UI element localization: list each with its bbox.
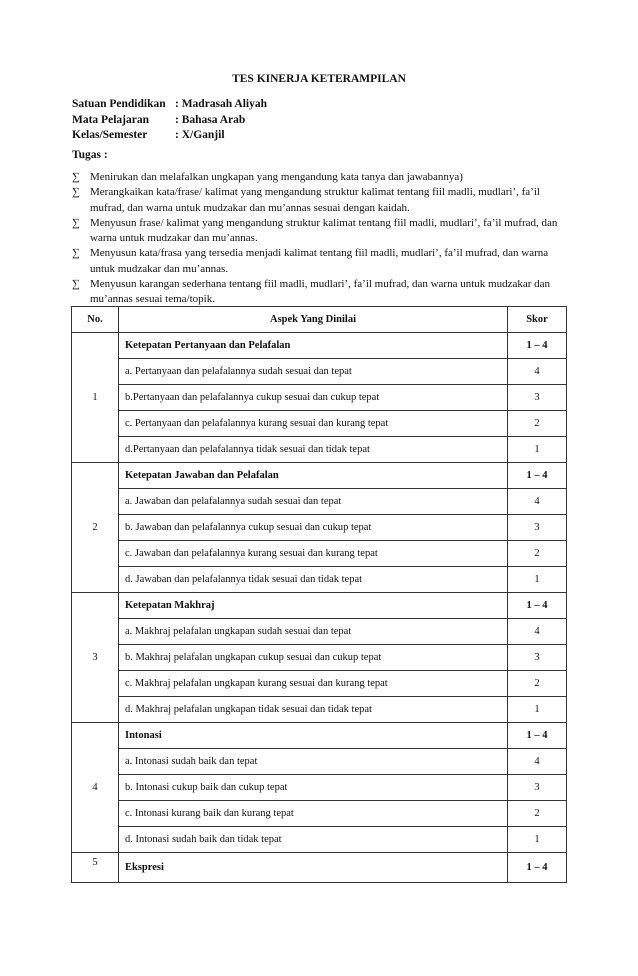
criterion-row xyxy=(72,489,567,515)
meta-row-satuan xyxy=(72,97,267,113)
criterion-score: 4 xyxy=(508,489,567,515)
aspect-row xyxy=(72,723,567,749)
aspect-row xyxy=(72,463,567,489)
task-item xyxy=(72,185,572,216)
sigma-bullet-icon: ∑ xyxy=(72,186,80,199)
criterion-score: 1 xyxy=(508,437,567,463)
task-text: Merangkaikan kata/frase/ kalimat yang mengandung struktur kalimat tentang fiil madli, mudlari’, fa’il mufrad, dan warna untuk mudzakar dan mu’annas sesuai dengan kaidah. xyxy=(90,186,540,214)
meta-label: Mata Pelajaran xyxy=(72,113,149,126)
task-item xyxy=(72,277,572,308)
meta-value: : X/Ganjil xyxy=(175,129,225,141)
criterion-text: d. Intonasi sudah baik dan tidak tepat xyxy=(119,827,508,853)
criterion-row xyxy=(72,437,567,463)
meta-label: Kelas/Semester xyxy=(72,129,148,141)
tasks-heading: Tugas : xyxy=(72,149,108,161)
criterion-row xyxy=(72,827,567,853)
criterion-text: d. Jawaban dan pelafalannya tidak sesuai dan tidak tepat xyxy=(119,567,508,593)
meta-value: : Madrasah Aliyah xyxy=(175,98,268,110)
meta-label: Satuan Pendidikan xyxy=(72,98,166,110)
criterion-score: 2 xyxy=(508,801,567,827)
criterion-text: b.Pertanyaan dan pelafalannya cukup sesuai dan cukup tepat xyxy=(119,385,508,411)
criterion-row xyxy=(72,801,567,827)
aspect-number: 2 xyxy=(72,463,119,593)
task-item xyxy=(72,246,572,277)
aspect-title: Ketepatan Jawaban dan Pelafalan xyxy=(119,463,508,489)
aspect-number: 4 xyxy=(72,723,119,853)
aspect-number: 3 xyxy=(72,593,119,723)
criterion-row xyxy=(72,359,567,385)
aspect-number: 1 xyxy=(72,333,119,463)
aspect-range: 1 – 4 xyxy=(508,853,567,883)
criterion-text: a. Pertanyaan dan pelafalannya sudah sesuai dan tepat xyxy=(119,359,508,385)
criterion-text: b. Intonasi cukup baik dan cukup tepat xyxy=(119,775,508,801)
header-aspek: Aspek Yang Dinilai xyxy=(119,307,508,333)
criterion-score: 1 xyxy=(508,697,567,723)
aspect-row xyxy=(72,853,567,883)
aspect-row xyxy=(72,333,567,359)
criterion-score: 1 xyxy=(508,567,567,593)
aspect-range: 1 – 4 xyxy=(508,333,567,359)
criterion-score: 1 xyxy=(508,827,567,853)
aspect-title: Ketepatan Makhraj xyxy=(119,593,508,619)
criterion-row xyxy=(72,567,567,593)
criterion-row xyxy=(72,619,567,645)
aspect-title: Ketepatan Pertanyaan dan Pelafalan xyxy=(119,333,508,359)
criterion-row xyxy=(72,749,567,775)
criterion-row xyxy=(72,515,567,541)
criterion-text: a. Jawaban dan pelafalannya sudah sesuai dan tepat xyxy=(119,489,508,515)
metadata-block xyxy=(72,97,267,144)
task-item xyxy=(72,170,572,185)
document-title: TES KINERJA KETERAMPILAN xyxy=(232,73,406,85)
header-skor: Skor xyxy=(508,307,567,333)
sigma-bullet-icon: ∑ xyxy=(72,171,80,183)
criterion-text: b. Jawaban dan pelafalannya cukup sesuai dan cukup tepat xyxy=(119,515,508,541)
criterion-text: c. Makhraj pelafalan ungkapan kurang sesuai dan kurang tepat xyxy=(119,671,508,697)
criterion-text: d.Pertanyaan dan pelafalannya tidak sesuai dan tidak tepat xyxy=(119,437,508,463)
aspect-row xyxy=(72,593,567,619)
aspect-range: 1 – 4 xyxy=(508,463,567,489)
criterion-score: 3 xyxy=(508,385,567,411)
criterion-score: 4 xyxy=(508,749,567,775)
task-text: Menyusun kata/frasa yang tersedia menjadi kalimat tentang fiil madli, mudlari’, fa’il mufrad, dan warna untuk mudzakar dan mu’annas. xyxy=(90,247,549,275)
criterion-row xyxy=(72,385,567,411)
criterion-row xyxy=(72,645,567,671)
criterion-score: 2 xyxy=(508,671,567,697)
rubric-table xyxy=(71,306,567,883)
criterion-text: d. Makhraj pelafalan ungkapan tidak sesuai dan tidak tepat xyxy=(119,697,508,723)
sigma-bullet-icon: ∑ xyxy=(72,216,80,229)
task-text: Menyusun frase/ kalimat yang mengandung struktur kalimat tentang fiil madli, mudlari’, fa’il mufrad, dan warna untuk mudzakar dan mu’annas. xyxy=(90,216,558,245)
header-no: No. xyxy=(72,307,119,333)
criterion-score: 2 xyxy=(508,411,567,437)
criterion-score: 4 xyxy=(508,359,567,385)
criterion-score: 4 xyxy=(508,619,567,645)
meta-row-kelas xyxy=(72,128,267,144)
criterion-text: c. Pertanyaan dan pelafalannya kurang sesuai dan kurang tepat xyxy=(119,411,508,437)
criterion-row xyxy=(72,671,567,697)
criterion-score: 3 xyxy=(508,775,567,801)
criterion-text: a. Intonasi sudah baik dan tepat xyxy=(119,749,508,775)
criterion-text: b. Makhraj pelafalan ungkapan cukup sesuai dan cukup tepat xyxy=(119,645,508,671)
criterion-text: c. Jawaban dan pelafalannya kurang sesuai dan kurang tepat xyxy=(119,541,508,567)
aspect-number: 5 xyxy=(72,853,119,883)
task-text: Menyusun karangan sederhana tentang fiil madli, mudlari’, fa’il mufrad, dan warna untuk mudzakar dan mu’annas sesuai tema/topik. xyxy=(90,278,551,306)
table-header-row xyxy=(72,307,567,333)
criterion-score: 3 xyxy=(508,515,567,541)
aspect-range: 1 – 4 xyxy=(508,723,567,749)
criterion-score: 3 xyxy=(508,645,567,671)
aspect-range: 1 – 4 xyxy=(508,593,567,619)
criterion-text: c. Intonasi kurang baik dan kurang tepat xyxy=(119,801,508,827)
criterion-row xyxy=(72,541,567,567)
aspect-title: Intonasi xyxy=(119,723,508,749)
sigma-bullet-icon: ∑ xyxy=(72,278,80,291)
task-text: Menirukan dan melafalkan ungkapan yang mengandung kata tanya dan jawabannya) xyxy=(90,171,463,183)
criterion-row xyxy=(72,775,567,801)
meta-value: : Bahasa Arab xyxy=(175,113,246,126)
criterion-text: a. Makhraj pelafalan ungkapan sudah sesuai dan tepat xyxy=(119,619,508,645)
sigma-bullet-icon: ∑ xyxy=(72,247,80,260)
aspect-title: Ekspresi xyxy=(119,853,508,883)
criterion-score: 2 xyxy=(508,541,567,567)
meta-row-mapel xyxy=(72,113,267,129)
task-item xyxy=(72,216,572,247)
criterion-row xyxy=(72,697,567,723)
criterion-row xyxy=(72,411,567,437)
task-list xyxy=(72,170,572,308)
